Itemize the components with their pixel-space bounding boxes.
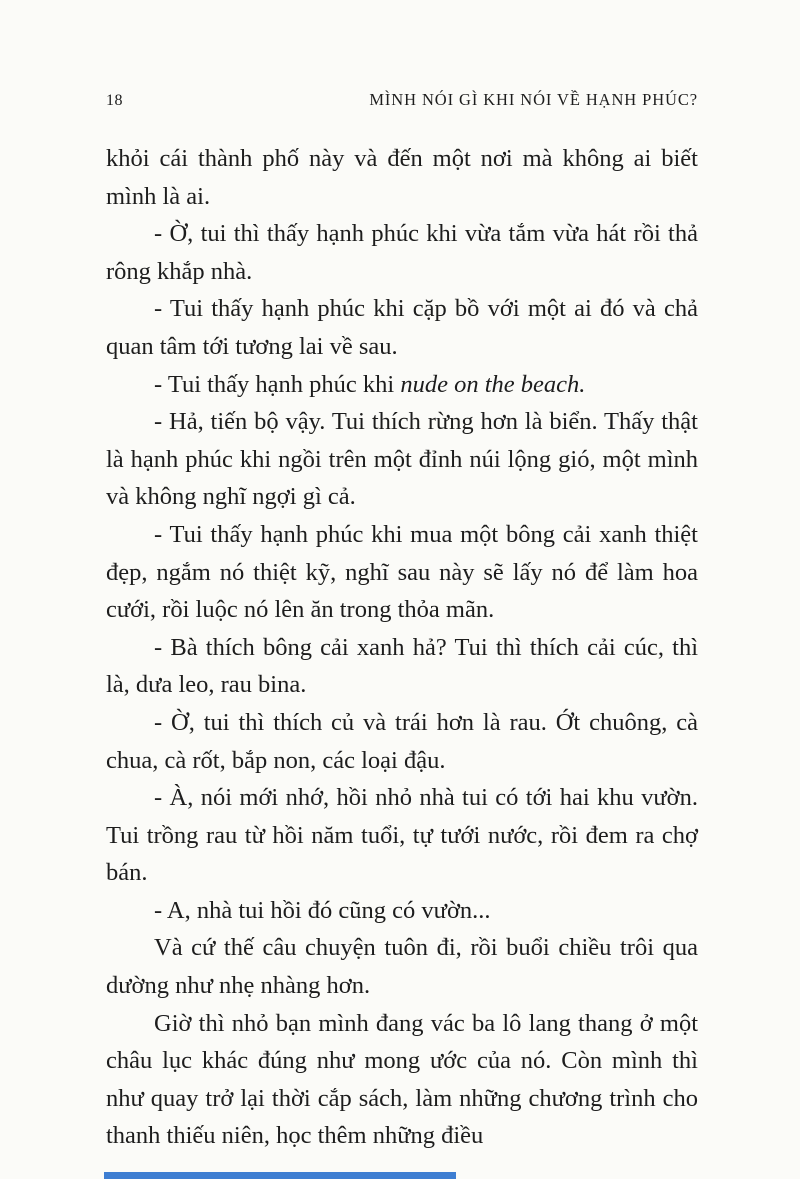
paragraph	[106, 403, 698, 516]
paragraph	[106, 779, 698, 892]
text-segment: khỏi cái thành phố này và đến một nơi mà không ai biết mình là ai.	[106, 145, 698, 210]
italic-text-segment: nude on the beach.	[400, 370, 586, 398]
text-segment: Giờ thì nhỏ bạn mình đang vác ba lô lang thang ở một châu lục khác đúng như mong ước của nó. Còn mình thì như quay trở lại thời cắp sách, làm những chương trình cho thanh thiếu niên, học thêm những điều	[106, 1009, 698, 1150]
text-segment: - Ờ, tui thì thấy hạnh phúc khi vừa tắm vừa hát rồi thả rông khắp nhà.	[106, 220, 698, 285]
text-segment: - Bà thích bông cải xanh hả? Tui thì thích cải cúc, thì là, dưa leo, rau bina.	[106, 633, 698, 699]
text-segment: - Hả, tiến bộ vậy. Tui thích rừng hơn là biển. Thấy thật là hạnh phúc khi ngồi trên một đỉnh núi lộng gió, một mình và không nghĩ ngợi gì cả.	[106, 408, 698, 511]
scan-artifact-blue-strip	[104, 1172, 456, 1179]
text-segment: - À, nói mới nhớ, hồi nhỏ nhà tui có tới hai khu vườn. Tui trồng rau từ hồi năm tuổi, tự tưới nước, rồi đem ra chợ bán.	[106, 784, 698, 887]
text-segment: - A, nhà tui hồi đó cũng có vườn...	[154, 896, 491, 924]
text-segment: - Tui thấy hạnh phúc khi mua một bông cải xanh thiệt đẹp, ngắm nó thiệt kỹ, nghĩ sau này sẽ lấy nó để làm hoa cưới, rồi luộc nó lên ăn trong thỏa mãn.	[106, 520, 698, 624]
paragraph	[106, 290, 698, 365]
paragraph	[106, 892, 698, 930]
paragraph	[106, 140, 698, 215]
paragraph	[106, 929, 698, 1004]
page-body	[106, 140, 698, 1155]
text-segment: - Tui thấy hạnh phúc khi	[154, 370, 401, 398]
text-segment: - Tui thấy hạnh phúc khi cặp bồ với một ai đó và chả quan tâm tới tương lai về sau.	[106, 295, 698, 360]
paragraph	[106, 1005, 698, 1155]
page-number: 18	[106, 92, 123, 109]
running-title: MÌNH NÓI GÌ KHI NÓI VỀ HẠNH PHÚC?	[369, 90, 698, 109]
paragraph	[106, 366, 698, 404]
text-segment: - Ờ, tui thì thích củ và trái hơn là rau. Ớt chuông, cà chua, cà rốt, bắp non, các loại đậu.	[106, 708, 698, 774]
paragraph	[106, 215, 698, 290]
text-segment: Và cứ thế câu chuyện tuôn đi, rồi buổi chiều trôi qua dường như nhẹ nhàng hơn.	[106, 934, 698, 1000]
paragraph	[106, 516, 698, 629]
paragraph	[106, 704, 698, 779]
paragraph	[106, 629, 698, 704]
page-header	[106, 90, 698, 110]
